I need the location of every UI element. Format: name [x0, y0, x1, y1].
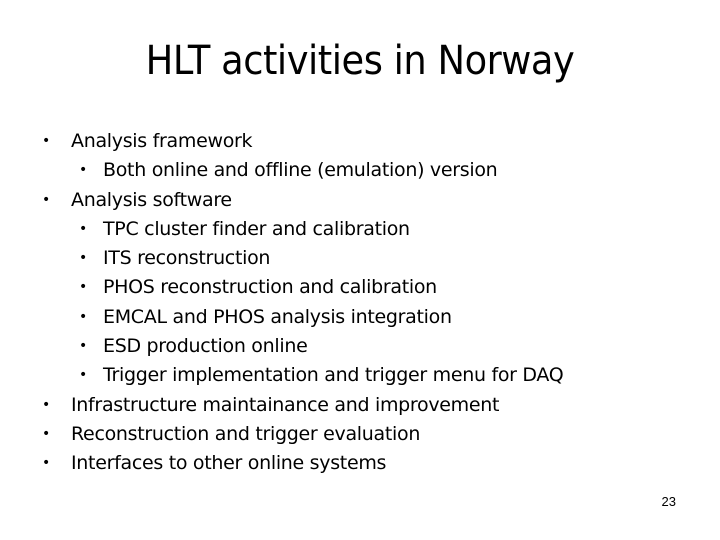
bullet-list	[0, 127, 720, 479]
bullet-text: TPC cluster finder and calibration	[103, 217, 410, 240]
bullet-item	[0, 361, 720, 390]
bullet-icon: •	[79, 162, 87, 179]
bullet-item	[0, 127, 720, 156]
bullet-item	[0, 449, 720, 478]
bullet-item	[0, 303, 720, 332]
bullet-item	[0, 420, 720, 449]
bullet-icon: •	[79, 220, 87, 237]
bullet-text: Interfaces to other online systems	[71, 452, 387, 475]
page-number: 23	[661, 494, 676, 509]
bullet-icon: •	[42, 455, 50, 472]
bullet-text: EMCAL and PHOS analysis integration	[103, 305, 452, 328]
bullet-icon: •	[42, 133, 50, 149]
bullet-icon: •	[79, 308, 87, 325]
bullet-item	[0, 273, 720, 302]
bullet-icon: •	[79, 338, 87, 355]
bullet-icon: •	[79, 250, 87, 267]
bullet-item	[0, 215, 720, 244]
bullet-text: Reconstruction and trigger evaluation	[71, 422, 421, 445]
bullet-item	[0, 186, 720, 215]
slide-title: HLT activities in Norway	[145, 38, 575, 84]
bullet-icon: •	[42, 396, 50, 413]
bullet-text: ITS reconstruction	[103, 247, 271, 270]
bullet-item	[0, 244, 720, 273]
bullet-item	[0, 332, 720, 361]
bullet-text: Infrastructure maintainance and improvement	[71, 393, 500, 416]
bullet-text: Trigger implementation and trigger menu for DAQ	[103, 364, 564, 387]
bullet-text: Both online and offline (emulation) version	[103, 159, 498, 182]
bullet-text: PHOS reconstruction and calibration	[103, 276, 437, 299]
bullet-icon: •	[79, 367, 87, 384]
bullet-item	[0, 156, 720, 185]
bullet-icon: •	[42, 191, 50, 208]
bullet-item	[0, 391, 720, 420]
bullet-text: ESD production online	[103, 335, 308, 358]
bullet-text: Analysis software	[71, 188, 232, 211]
bullet-text: Analysis framework	[71, 130, 253, 152]
bullet-icon: •	[79, 279, 87, 296]
bullet-icon: •	[42, 425, 50, 442]
